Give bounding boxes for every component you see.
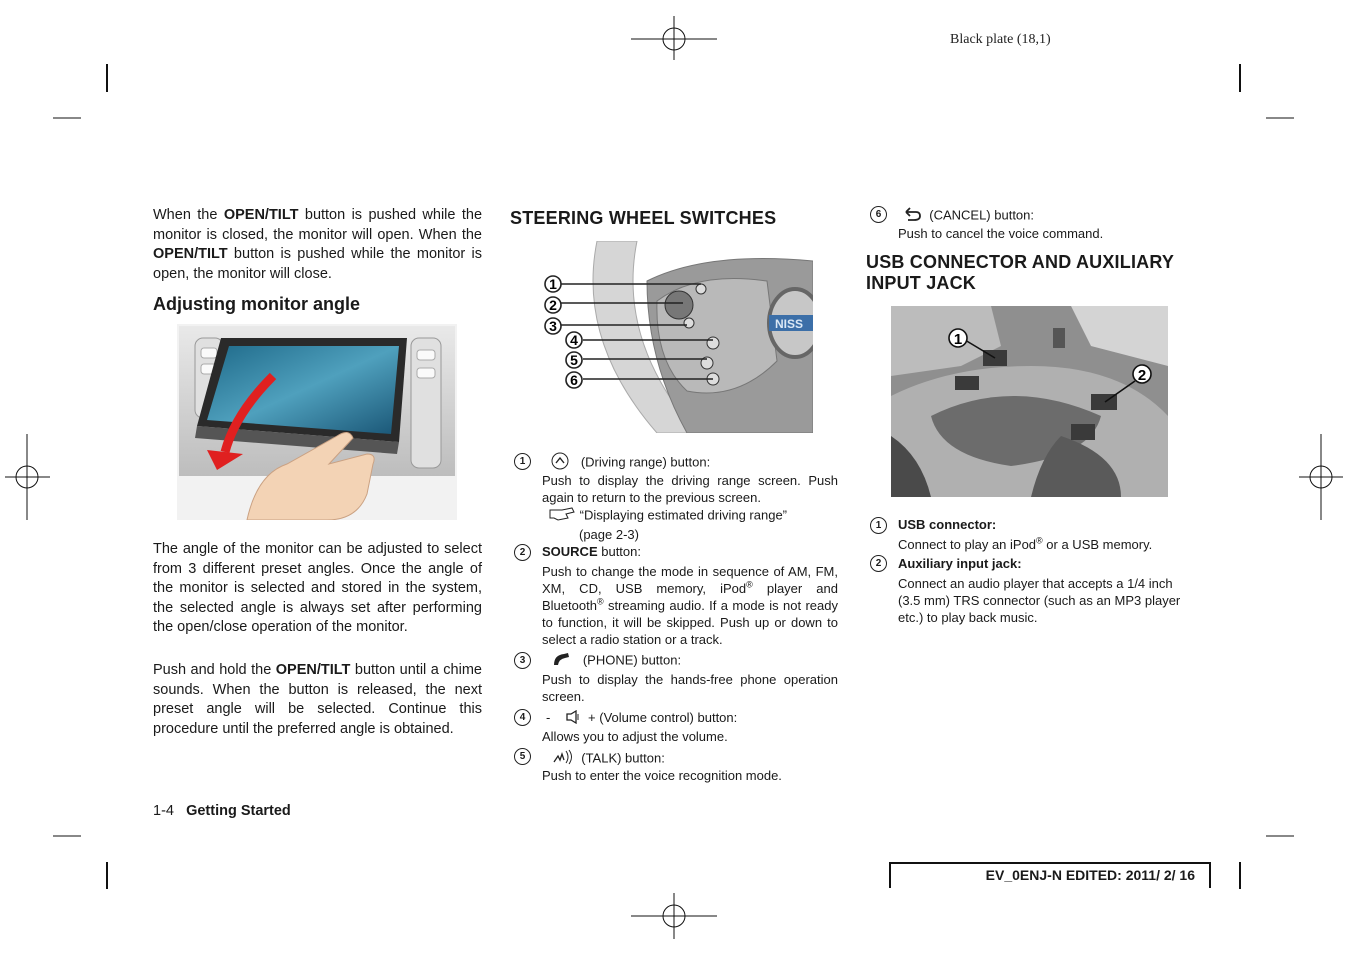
fig-callout-1: 1 — [549, 276, 557, 292]
section-heading-usb — [866, 252, 1174, 294]
fig-callout-2: 2 — [549, 297, 557, 313]
text: or a USB memory. — [1042, 537, 1153, 552]
item-label: (TALK) button: — [581, 750, 665, 766]
fig-callout-1: 1 — [953, 331, 963, 348]
item-2-body — [542, 563, 838, 648]
text: button until a chime sounds. When the button is released, the next preset angle will be selected. Continue this procedure until the preferred angle is obtained. — [153, 662, 482, 737]
bold-term: SOURCE — [542, 544, 598, 559]
item-label: (Driving range) button: — [580, 454, 711, 470]
usb-item-1-body — [898, 536, 1198, 553]
speaker-icon — [565, 710, 581, 728]
text: Connect to play an iPod — [898, 537, 1037, 552]
item-label: + (Volume control) button: — [588, 710, 738, 725]
usb-item-2-title — [898, 555, 1198, 572]
reference-page: (page 2-3) — [579, 527, 639, 542]
page-number: 1-4 — [153, 803, 174, 819]
fig-callout-4: 4 — [570, 332, 578, 348]
item-4-body: Allows you to adjust the volume. — [542, 729, 728, 744]
cancel-icon — [902, 206, 922, 226]
text: button is pushed while the monitor is closed, the monitor will open. When the — [153, 207, 483, 243]
heading-line-1: USB CONNECTOR AND AUXILIARY — [866, 252, 1175, 272]
bold-term: OPEN/TILT — [223, 207, 299, 223]
item-number-2: 2 — [514, 544, 531, 561]
edited-text: EV_0ENJ-N EDITED: 2011/ 2/ 16 — [985, 867, 1195, 883]
monitor-figure — [177, 324, 457, 520]
item-number-6: 6 — [870, 206, 887, 223]
subsection-heading: Adjusting monitor angle — [153, 294, 360, 314]
bold-term: OPEN/TILT — [153, 246, 228, 262]
fig-callout-6: 6 — [570, 372, 578, 388]
text: Push to change the mode in sequence of AM, FM, XM, CD, USB memory, iPod — [542, 564, 838, 596]
item-1-body: Push to display the driving range screen. Push again to return to the previous screen. — [542, 473, 838, 505]
section-heading-steering: STEERING WHEEL SWITCHES — [510, 208, 777, 228]
item-label: (PHONE) button: — [582, 652, 682, 668]
item-number-4: 4 — [514, 709, 531, 726]
item-6-body: Push to cancel the voice command. — [898, 226, 1104, 241]
item-6-title — [902, 206, 1202, 226]
fig-callout-3: 3 — [549, 318, 557, 334]
reference-text: “Displaying estimated driving range” — [579, 507, 787, 523]
item-number-3: 3 — [514, 652, 531, 669]
text: When the — [153, 207, 224, 223]
item-number-5: 5 — [514, 748, 531, 765]
usb-item-number-1: 1 — [870, 517, 887, 534]
fig-callout-5: 5 — [570, 352, 578, 368]
item-label: (CANCEL) button: — [929, 207, 1034, 223]
fig-callout-2: 2 — [1137, 367, 1147, 384]
item-2-title — [542, 543, 838, 560]
registered-mark: ® — [1036, 535, 1043, 546]
heading-line-2: INPUT JACK — [866, 273, 977, 293]
steering-wheel-illustration — [537, 241, 813, 433]
registered-mark: ® — [596, 596, 604, 607]
text: button is pushed while the monitor is open, the monitor will close. — [153, 246, 482, 282]
usb-item-2-body: Connect an audio player that accepts a 1/4 inch (3.5 mm) TRS connector (such as an MP3 player etc.) to play back music. — [898, 576, 1181, 625]
monitor-illustration — [177, 324, 457, 520]
phone-icon — [550, 651, 572, 671]
item-3-title — [550, 651, 840, 671]
usb-item-number-2: 2 — [870, 555, 887, 572]
item-1-reference — [548, 506, 838, 543]
item-4-title — [546, 709, 840, 728]
minus-sign: - — [546, 710, 551, 725]
item-label: button: — [597, 544, 641, 559]
plate-label: Black plate (18,1) — [950, 32, 1051, 47]
registered-mark: ® — [746, 579, 753, 590]
pointing-hand-icon — [548, 506, 576, 526]
push-hold-paragraph — [153, 661, 482, 739]
item-5-body: Push to enter the voice recognition mode. — [542, 768, 782, 783]
item-3-body: Push to display the hands-free phone operation screen. — [542, 672, 838, 704]
page-footer — [153, 803, 291, 819]
usb-item-1-title — [898, 516, 1198, 533]
steering-figure — [537, 241, 813, 433]
logo-text: NISS — [775, 317, 804, 331]
item-number-1: 1 — [514, 453, 531, 470]
bold-term: Auxiliary input jack: — [898, 556, 1022, 571]
section-name: Getting Started — [186, 803, 291, 819]
edited-stamp — [889, 862, 1211, 888]
angle-paragraph: The angle of the monitor can be adjusted to select from 3 different preset angles. Once the angle of the monitor is selected and stored in the system, the selected angle is always set after performing the open/close operation of the monitor. — [153, 541, 482, 635]
item-1-title — [550, 452, 840, 474]
driving-range-icon — [550, 452, 570, 474]
bold-term: OPEN/TILT — [275, 662, 351, 678]
bold-term: USB connector: — [898, 517, 997, 532]
usb-figure — [891, 306, 1168, 497]
intro-paragraph — [153, 206, 482, 284]
text: Push and hold the — [153, 662, 276, 678]
text: player and Bluetooth — [542, 581, 838, 613]
center-console-illustration — [891, 306, 1168, 497]
text: streaming audio. If a mode is not ready to function, it will be skipped. Push up or down to select a radio station or a track. — [542, 598, 838, 647]
